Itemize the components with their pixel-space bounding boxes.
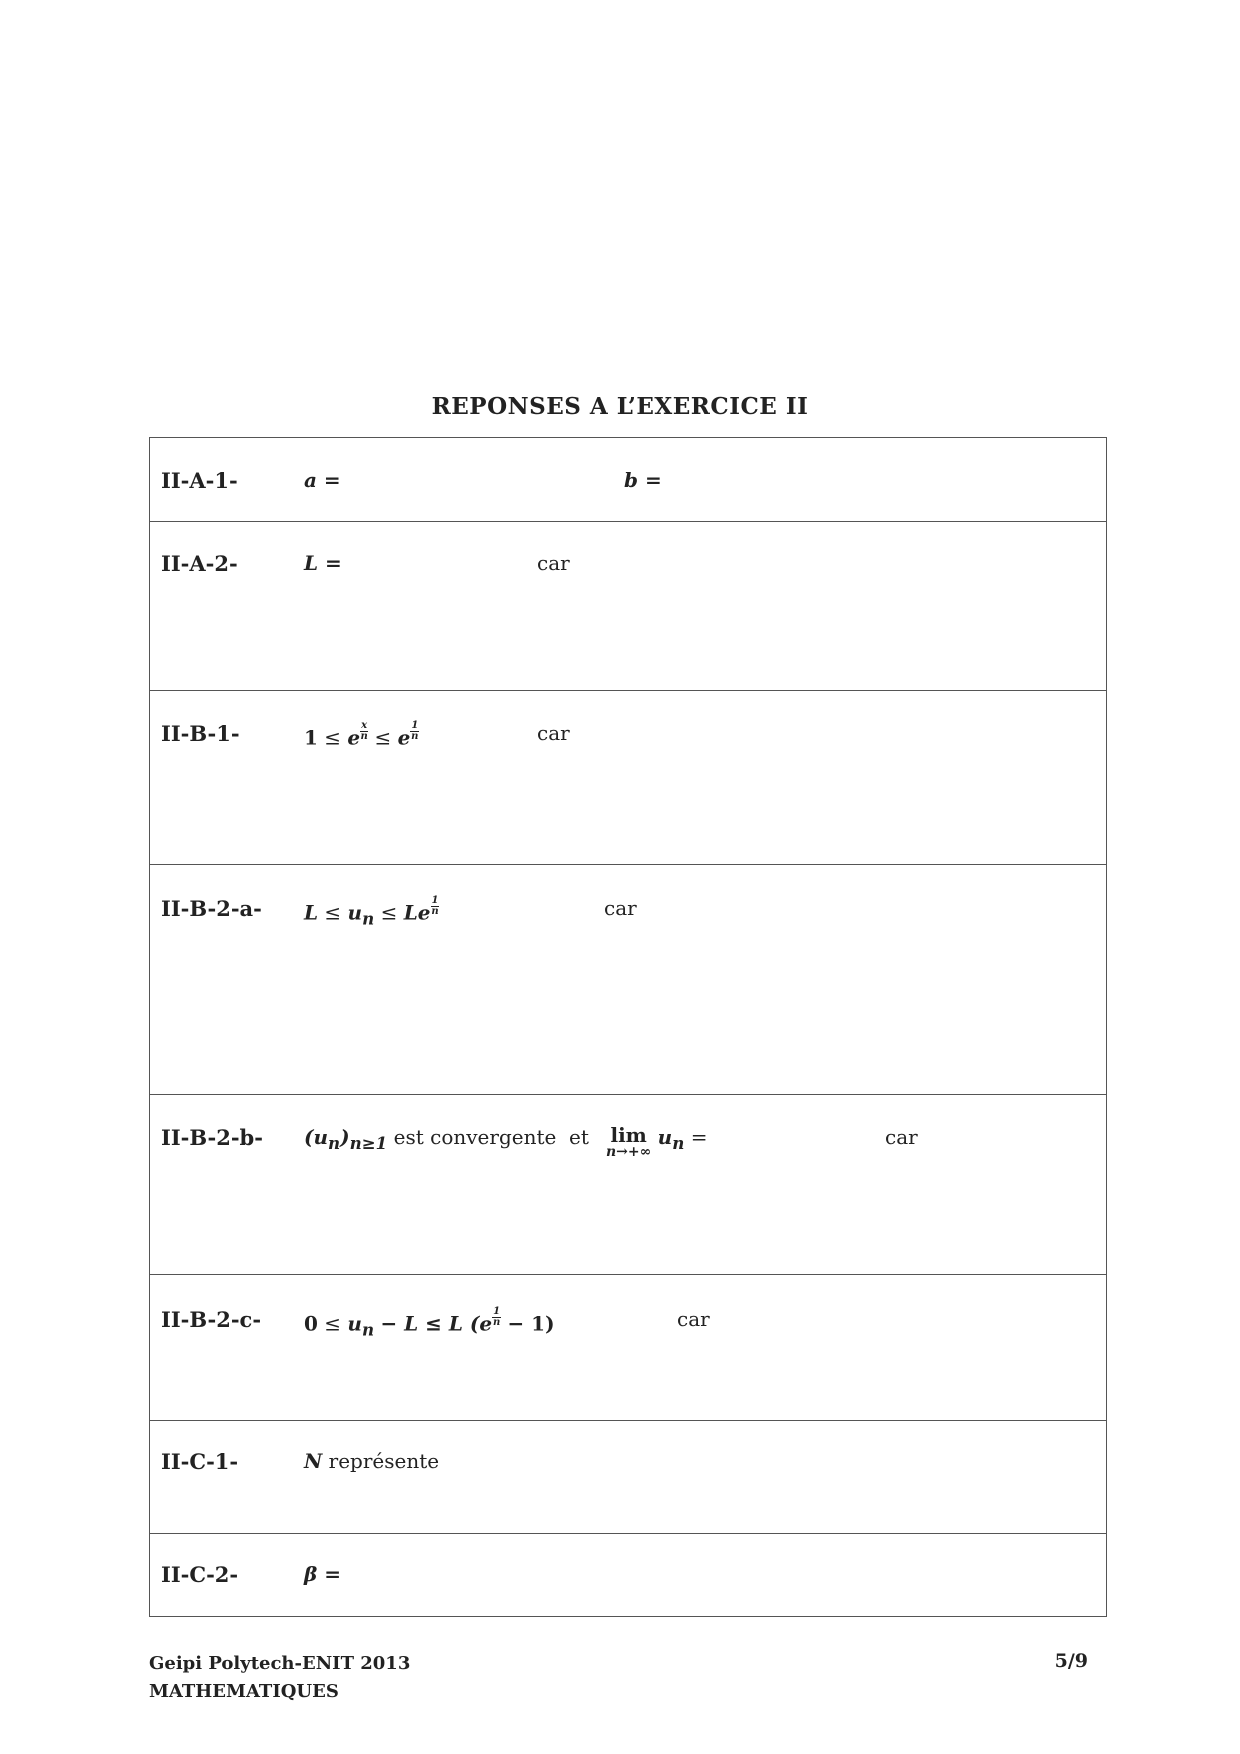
page-number: 5/9 — [1054, 1650, 1088, 1672]
row-label: II-A-2- — [161, 551, 238, 576]
answer-L: L = — [304, 551, 342, 575]
car-text: car — [677, 1307, 710, 1331]
row-II-B-1 — [150, 691, 1106, 865]
car-text: car — [537, 551, 570, 575]
row-label: II-B-2-a- — [161, 896, 262, 921]
footer-subject: MATHEMATIQUES — [149, 1681, 339, 1702]
car-text: car — [604, 896, 637, 920]
row-label: II-B-2-c- — [161, 1307, 262, 1332]
car-text: car — [537, 721, 570, 745]
row-label: II-C-2- — [161, 1562, 239, 1587]
inequality: $0 \le u_n - L \le L$ (e $\frac{1}{n}$ − 1) — [304, 1306, 555, 1340]
car-text: car — [885, 1125, 918, 1149]
answer-table — [149, 437, 1107, 1617]
inequality: $L \le u_n \le Le$ $\frac{1}{n}$ — [304, 895, 439, 929]
limit-expression: lim n→+∞ $u_n$ = — [606, 1123, 708, 1160]
answer-a: a = — [304, 468, 341, 492]
row-II-B-2-c — [150, 1275, 1106, 1421]
row-label: II-B-1- — [161, 721, 240, 746]
footer-institution: Geipi Polytech-ENIT 2013 — [149, 1653, 411, 1674]
row-label: II-C-1- — [161, 1449, 239, 1474]
answer-b: b = — [624, 468, 662, 492]
row-II-C-2 — [150, 1534, 1106, 1618]
row-II-B-2-a — [150, 865, 1106, 1095]
row-label: II-B-2-b- — [161, 1125, 263, 1150]
answer-beta: β = — [304, 1562, 342, 1586]
N-statement: N représente — [304, 1449, 440, 1473]
footer-left — [149, 1650, 410, 1706]
inequality: 1 ≤ e $\frac{x}{n}$ ≤ e $\frac{1}{n}$ — [304, 720, 419, 750]
et-text: et — [569, 1125, 589, 1149]
row-II-C-1 — [150, 1421, 1106, 1534]
row-II-A-2 — [150, 522, 1106, 691]
row-II-B-2-b — [150, 1095, 1106, 1275]
page-title: REPONSES A L’EXERCICE II — [431, 393, 809, 420]
row-label: II-A-1- — [161, 468, 238, 493]
sequence-expression: $(u_n)_{n\ge 1}$ est convergente — [304, 1125, 557, 1153]
row-II-A-1 — [150, 438, 1106, 522]
